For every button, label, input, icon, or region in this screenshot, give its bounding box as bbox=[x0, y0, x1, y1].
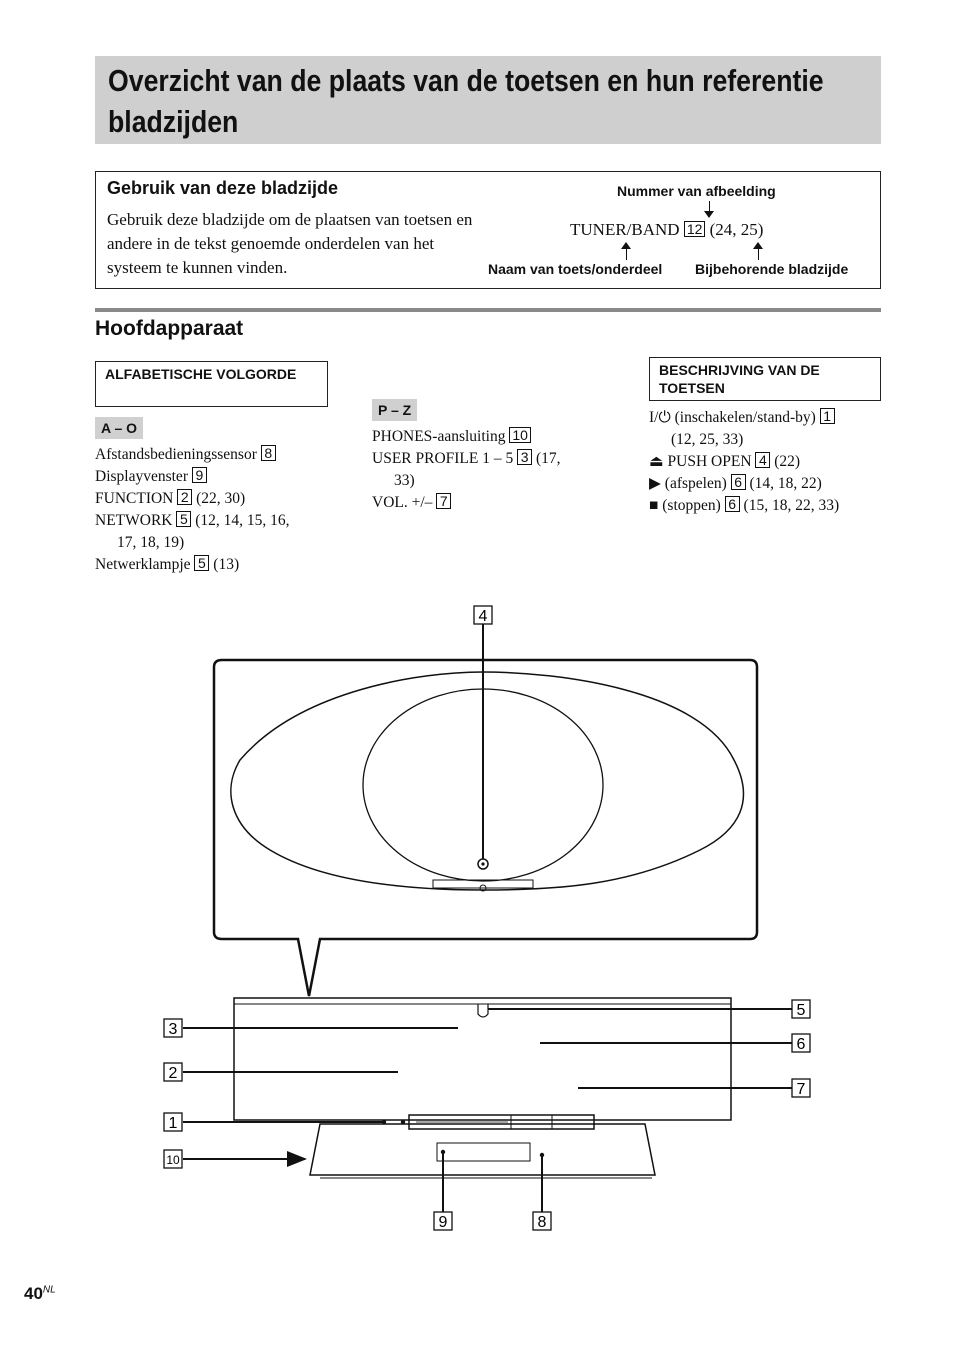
svg-text:1: 1 bbox=[168, 1115, 178, 1132]
callout-3 bbox=[164, 1019, 182, 1038]
usage-body: Gebruik deze bladzijde om de plaatsen van toetsen en andere in de tekst genoemde onderdelen van het systeem te kunnen vinden. bbox=[107, 210, 473, 277]
callout-2 bbox=[164, 1063, 182, 1082]
power-icon: I/⏻ bbox=[649, 409, 671, 426]
eject-icon: ⏏ bbox=[649, 453, 664, 470]
callout-5 bbox=[792, 1000, 810, 1019]
page-number: $40^{NL}$ bbox=[24, 1284, 56, 1303]
group-pz: P – Z bbox=[372, 399, 417, 421]
page-title-text: Overzicht van de plaats van de toetsen en hun referentie bladzijden bbox=[108, 63, 824, 139]
front-base bbox=[310, 1124, 655, 1175]
svg-text:8: 8 bbox=[537, 1214, 547, 1231]
svg-text:2: 2 bbox=[168, 1065, 178, 1082]
label-part-name: Naam van toets/onderdeel bbox=[488, 261, 663, 277]
callout-4 bbox=[474, 606, 492, 625]
list-item: ■ (stoppen) 6 (15, 18, 22, 33) bbox=[649, 496, 840, 514]
list-item: I/⏻ (inschakelen/stand-by) 1 (12, 25, 33) bbox=[649, 407, 909, 451]
list-item: PHONES-aansluiting 10 bbox=[372, 426, 602, 448]
list-item: Displayvenster 9 bbox=[95, 466, 355, 488]
list-item: Netwerklampje 5 (13) bbox=[95, 555, 240, 573]
svg-text:9: 9 bbox=[438, 1214, 448, 1231]
example-pages: (24, 25) bbox=[709, 220, 764, 239]
list-item: NETWORK 5 (12, 14, 15, 16, 17, 18, 19) bbox=[95, 511, 290, 551]
desc-box: BESCHRIJVING VAN DE TOETSEN bbox=[649, 357, 881, 401]
callout-9 bbox=[434, 1212, 452, 1231]
callout-7 bbox=[792, 1079, 810, 1098]
group-ao: A – O bbox=[95, 417, 143, 439]
list-item: VOL. +/– 7 bbox=[372, 492, 602, 514]
callout-8 bbox=[533, 1212, 551, 1231]
svg-text:10: 10 bbox=[166, 1153, 180, 1167]
list-item: ▶ (afspelen) 6 (14, 18, 22) bbox=[649, 474, 822, 492]
section-title: Hoofdapparaat bbox=[95, 317, 244, 340]
list-item: FUNCTION 2 (22, 30) bbox=[95, 489, 246, 507]
label-figure-number: Nummer van afbeelding bbox=[617, 183, 776, 199]
example-name: TUNER/BAND bbox=[570, 220, 680, 239]
callout-6 bbox=[792, 1034, 810, 1053]
display-window bbox=[437, 1143, 530, 1161]
play-icon: ▶ bbox=[649, 475, 661, 492]
svg-text:7: 7 bbox=[796, 1081, 806, 1098]
svg-text:3: 3 bbox=[168, 1021, 178, 1038]
svg-text:6: 6 bbox=[796, 1036, 806, 1053]
stop-icon: ■ bbox=[649, 497, 659, 514]
usage-heading: Gebruik van deze bladzijde bbox=[107, 178, 339, 198]
list-item: USER PROFILE 1 – 5 3 (17, 33) bbox=[372, 449, 561, 489]
alpha-box: ALFABETISCHE VOLGORDE bbox=[95, 361, 328, 407]
label-pages: Bijbehorende bladzijde bbox=[695, 261, 849, 277]
zoom-frame bbox=[214, 660, 757, 996]
svg-text:5: 5 bbox=[796, 1002, 806, 1019]
list-item: Afstandsbedieningssensor 8 bbox=[95, 444, 355, 466]
callout-10 bbox=[164, 1150, 182, 1168]
example-number: 12 bbox=[684, 221, 706, 237]
front-body bbox=[234, 998, 731, 1120]
svg-text:4: 4 bbox=[478, 608, 488, 625]
unit-outline bbox=[231, 672, 744, 890]
list-item: ⏏ PUSH OPEN 4 (22) bbox=[649, 452, 801, 470]
callout-1 bbox=[164, 1113, 182, 1132]
